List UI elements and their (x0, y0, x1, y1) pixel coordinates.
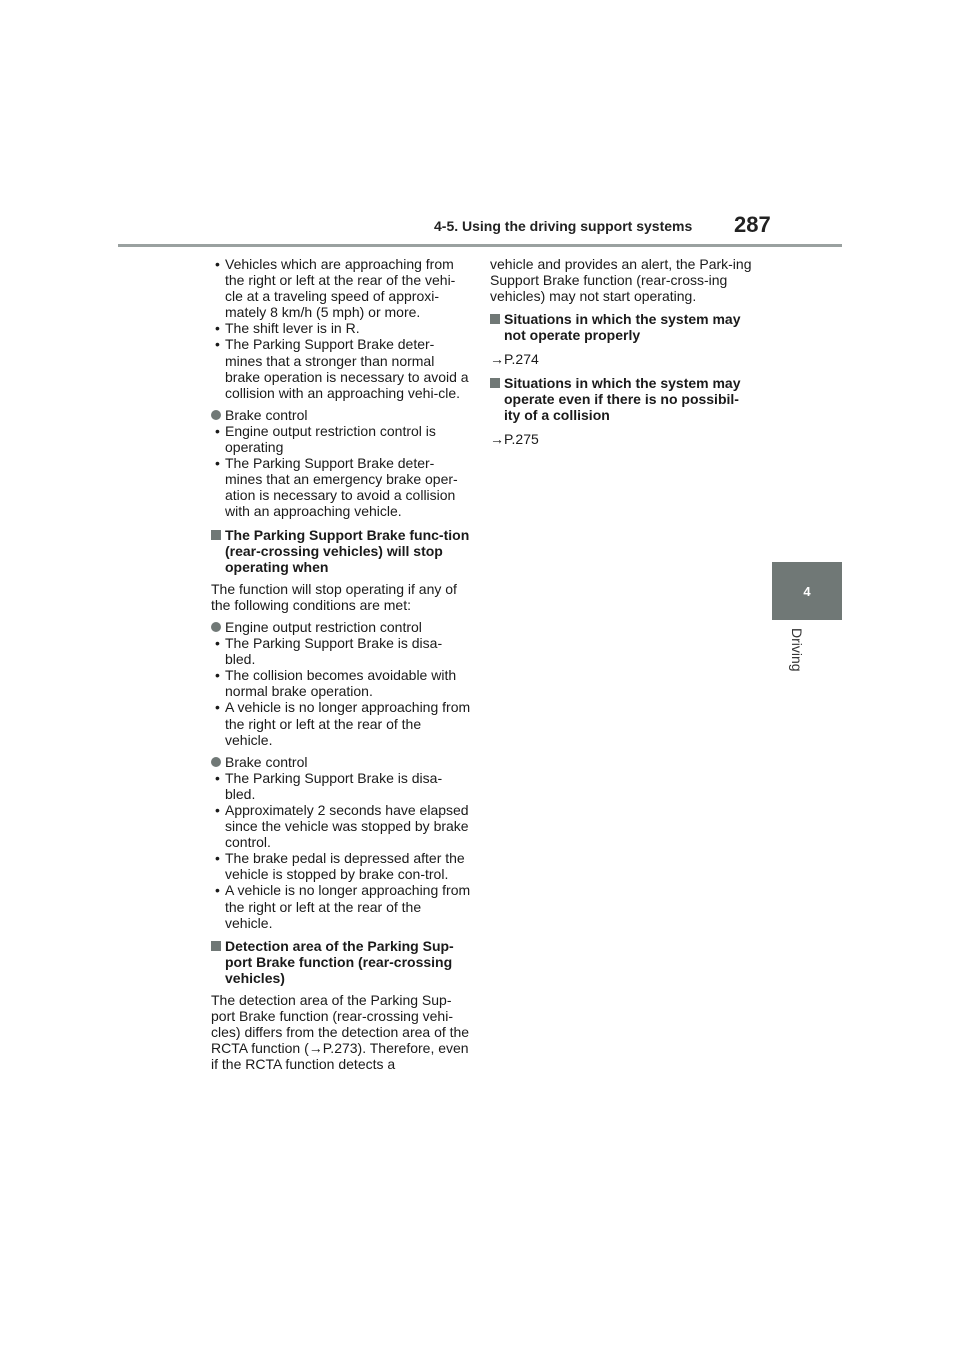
engine-output-item (211, 619, 471, 635)
list-item-text: A vehicle is no longer approaching from the right or left at the rear of the vehicle. (225, 699, 471, 748)
item-label: Brake control (225, 406, 308, 423)
section-title: 4-5. Using the driving support systems (434, 218, 693, 234)
square-bullet-icon (211, 941, 221, 951)
list-item (211, 850, 471, 882)
list-item (211, 256, 471, 320)
detection-area-heading (211, 938, 471, 986)
list-item (211, 699, 471, 747)
item-label: Engine output restriction control (225, 618, 422, 635)
list-item-text: The Parking Support Brake deter-mines that an emergency brake oper-ation is necessary to avoid a collision with an approaching vehicle. (225, 455, 458, 520)
operate-without-collision-heading (490, 375, 752, 423)
bullet-glyph: • (215, 850, 220, 867)
list-item-text: The brake pedal is depressed after the vehicle is stopped by brake con-trol. (225, 850, 465, 883)
list-item-text: The Parking Support Brake deter-mines that a stronger than normal brake operation is necessary to avoid a collision with an approaching vehi-cle. (225, 336, 469, 401)
item-label: Brake control (225, 753, 308, 770)
list-item (211, 667, 471, 699)
bullet-glyph: • (215, 455, 220, 472)
heading-text: Situations in which the system may not operate properly (504, 311, 741, 344)
list-item-text: The shift lever is in R. (225, 320, 360, 337)
stop-paragraph: The function will stop operating if any of the following conditions are met: (211, 580, 457, 613)
list-item (211, 635, 471, 667)
list-item (211, 770, 471, 802)
bullet-glyph: • (215, 667, 220, 684)
list-item (211, 802, 471, 850)
list-item-text: The Parking Support Brake is disa-bled. (225, 635, 443, 668)
bullet-glyph: • (215, 422, 220, 439)
bullet-glyph: • (215, 699, 220, 716)
detection-paragraph: The detection area of the Parking Sup-port Brake function (rear-crossing vehi-cles) differs from the detection area of the RCTA function (→P.273). Therefore, even if the RCTA function detects a (211, 992, 470, 1073)
square-bullet-icon (490, 378, 500, 388)
page-number: 287 (734, 212, 771, 237)
list-item (211, 336, 471, 400)
heading-text: The Parking Support Brake func-tion (rear-crossing vehicles) will stop operating when (225, 526, 470, 575)
chapter-tab (772, 562, 842, 620)
header-divider (118, 244, 842, 247)
list-item (211, 320, 471, 336)
square-bullet-icon (211, 530, 221, 540)
bullet-glyph: • (215, 802, 220, 818)
circle-bullet-icon (211, 622, 221, 632)
list-item (211, 882, 471, 930)
circle-bullet-icon (211, 410, 221, 420)
chapter-number: 4 (803, 583, 811, 599)
list-item-text: Engine output restriction control is operating (225, 422, 436, 456)
right-column (490, 256, 752, 447)
list-item-text: Vehicles which are approaching from the right or left at the rear of the vehi-cle at a traveling speed of approxi-mately 8 km/h (5 mph) or more. (225, 256, 456, 321)
list-item (211, 455, 471, 519)
bullet-glyph: • (215, 635, 220, 652)
brake-control-item (211, 754, 471, 770)
bullet-glyph: • (215, 256, 220, 272)
bullet-glyph: • (215, 336, 220, 353)
stop-operating-heading (211, 527, 471, 575)
list-item-text: Approximately 2 seconds have elapsed since the vehicle was stopped by brake control. (225, 802, 469, 851)
list-item-text: A vehicle is no longer approaching from the right or left at the rear of the vehicle. (225, 882, 471, 931)
circle-bullet-icon (211, 757, 221, 767)
square-bullet-icon (490, 314, 500, 324)
list-item (211, 423, 471, 455)
heading-text: Detection area of the Parking Sup-port Brake function (rear-crossing vehicles) (225, 937, 454, 986)
chapter-name: Driving (789, 628, 805, 672)
bullet-glyph: • (215, 320, 220, 337)
continuation-paragraph: vehicle and provides an alert, the Park-ing Support Brake function (rear-cross-ing vehicles) may not start operating. (490, 256, 752, 305)
heading-text: Situations in which the system may operate even if there is no possibil-ity of a collision (504, 374, 741, 423)
left-column (211, 256, 471, 1073)
list-item-text: The Parking Support Brake is disa-bled. (225, 769, 443, 802)
page-reference-link[interactable]: →P.274 (490, 351, 539, 368)
bullet-glyph: • (215, 769, 220, 786)
list-item-text: The collision becomes avoidable with normal brake operation. (225, 667, 457, 700)
not-operate-heading (490, 311, 752, 343)
bullet-glyph: • (215, 882, 220, 899)
page-reference-link[interactable]: →P.275 (490, 430, 539, 447)
brake-control-item (211, 407, 471, 423)
